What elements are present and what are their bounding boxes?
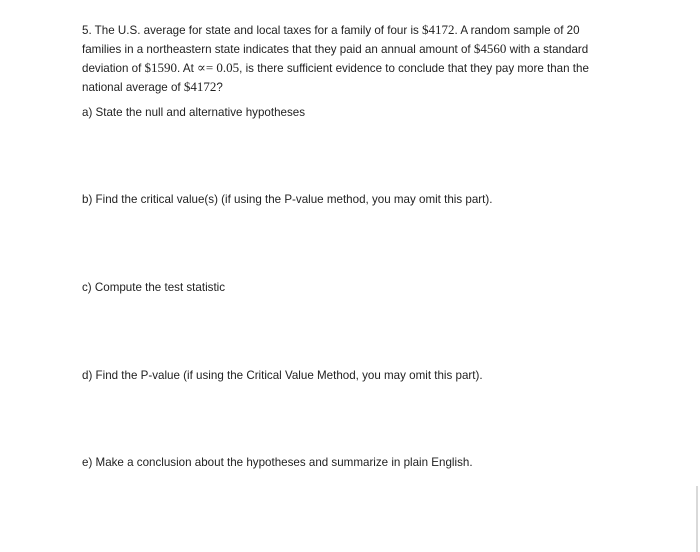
page-edge-shadow: [696, 486, 698, 552]
standard-deviation-value: $1590: [144, 60, 178, 75]
problem-text: , is there sufficient evidence to conclude that they pay more than the: [239, 62, 589, 75]
problem-text: . A random sample of 20: [454, 24, 580, 37]
problem-text: 5. The U.S. average for state and local taxes for a family of four is: [82, 24, 423, 37]
question-d: d) Find the P-value (if using the Critical Value Method, you may omit this part).: [82, 369, 483, 382]
sample-mean-value: $4560: [473, 41, 507, 56]
question-b: b) Find the critical value(s) (if using the P-value method, you may omit this part).: [82, 193, 493, 206]
question-e: e) Make a conclusion about the hypotheses and summarize in plain English.: [82, 456, 473, 469]
problem-text: families in a northeastern state indicates that they paid an annual amount of: [82, 43, 474, 56]
problem-text: . At: [177, 62, 198, 75]
problem-line-3: [82, 59, 622, 78]
problem-line-1: [82, 21, 622, 40]
question-c: c) Compute the test statistic: [82, 281, 226, 294]
alpha-value: ∝= 0.05: [197, 60, 240, 75]
problem-text: national average of: [82, 81, 184, 94]
problem-text: ?: [216, 81, 223, 94]
problem-text: deviation of: [82, 62, 145, 75]
problem-line-2: [82, 40, 622, 59]
problem-line-4: [82, 78, 622, 97]
question-a: a) State the null and alternative hypotheses: [82, 106, 306, 119]
national-average-value: $4172: [422, 22, 455, 37]
problem-text: with a standard: [506, 43, 589, 56]
national-average-value: $4172: [183, 79, 217, 94]
problem-statement: [82, 21, 622, 97]
